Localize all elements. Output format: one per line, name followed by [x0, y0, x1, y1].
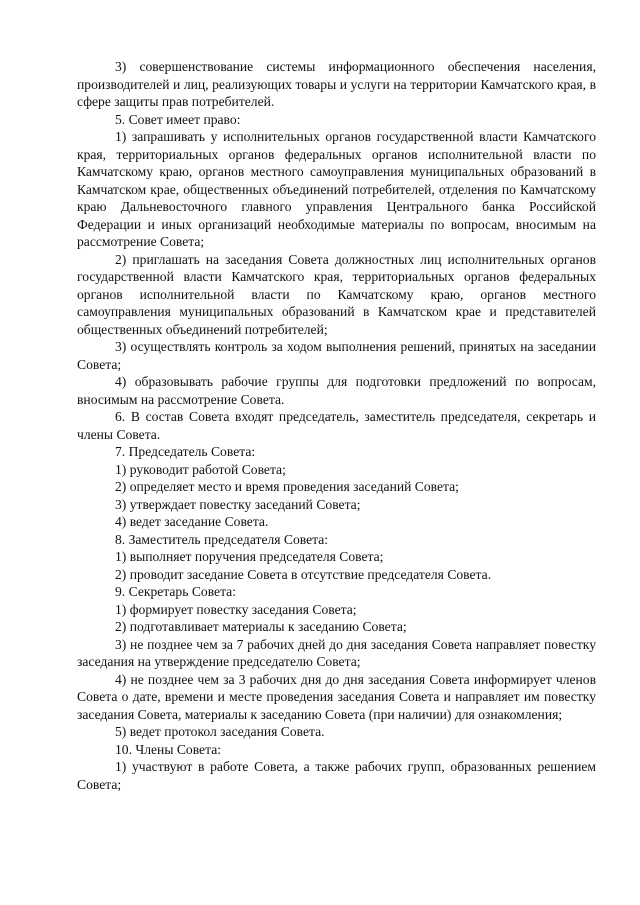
paragraph-7-2: 2) определяет место и время проведения заседаний Совета;	[115, 479, 459, 494]
paragraph-8-1: 1) выполняет поручения председателя Совета;	[115, 549, 384, 564]
paragraph-9-1: 1) формирует повестку заседания Совета;	[115, 601, 357, 617]
paragraph-7-3: 3) утверждает повестку заседаний Совета;	[115, 496, 361, 512]
paragraph-7-1: 1) руководит работой Совета;	[115, 461, 286, 477]
paragraph-5-3: 3) осуществлять контроль за ходом выполнения решений, принятых на заседании Совета;	[77, 339, 596, 372]
paragraph-5-2: 2) приглашать на заседания Совета должностных лиц исполнительных органов государственной власти Камчатского края, территориальных органов федеральных органов исполнительной власти по Камчатскому краю, органов местного самоуправления муниципальных образований в Камчатском крае и представителей общественных объединений потребителей;	[77, 251, 596, 337]
section-6-paragraph: 6. В состав Совета входят председатель, заместитель председателя, секретарь и члены Совета.	[77, 409, 596, 442]
section-9-heading: 9. Секретарь Совета:	[115, 584, 236, 599]
paragraph-4-3: 3) совершенствование системы информационного обеспечения населения, производителей и лиц, реализующих товары и услуги на территории Камчатского края, в сфере защиты прав потребителей.	[77, 59, 596, 109]
document-page	[77, 58, 596, 793]
paragraph-8-2: 2) проводит заседание Совета в отсутствие председателя Совета.	[115, 566, 492, 582]
section-5-heading: 5. Совет имеет право:	[115, 111, 241, 127]
paragraph-9-3: 3) не позднее чем за 7 рабочих дней до дня заседания Совета направляет повестку заседания на утверждение председателю Совета;	[77, 636, 596, 669]
paragraph-9-5: 5) ведет протокол заседания Совета.	[115, 724, 325, 739]
section-10-heading: 10. Члены Совета:	[115, 741, 222, 757]
paragraph-10-1: 1) участвуют в работе Совета, а также рабочих групп, образованных решением Совета;	[77, 759, 596, 792]
paragraph-5-4: 4) образовывать рабочие группы для подготовки предложений по вопросам, вносимым на рассмотрение Совета.	[77, 374, 596, 407]
paragraph-7-4: 4) ведет заседание Совета.	[115, 514, 269, 529]
paragraph-9-2: 2) подготавливает материалы к заседанию Совета;	[115, 619, 407, 634]
section-8-heading: 8. Заместитель председателя Совета:	[115, 531, 329, 547]
paragraph-9-4: 4) не позднее чем за 3 рабочих дня до дня заседания Совета информирует членов Совета о дате, времени и месте проведения заседания Совета и направляет им повестку заседания Совета, материалы к заседанию Совета (при наличии) для ознакомления;	[77, 671, 596, 722]
paragraph-5-1: 1) запрашивать у исполнительных органов государственной власти Камчатского края, территориальных органов федеральных органов исполнительной власти по Камчатскому краю, органов местного самоуправления муниципальных образований в Камчатском крае, общественных объединений потребителей, отделения по Камчатскому краю Дальневосточного главного управления Центрального банка Российской Федерации и иных организаций необходимые материалы по вопросам, вносимым на рассмотрение Совета;	[77, 129, 596, 249]
section-7-heading: 7. Председатель Совета:	[115, 444, 256, 459]
